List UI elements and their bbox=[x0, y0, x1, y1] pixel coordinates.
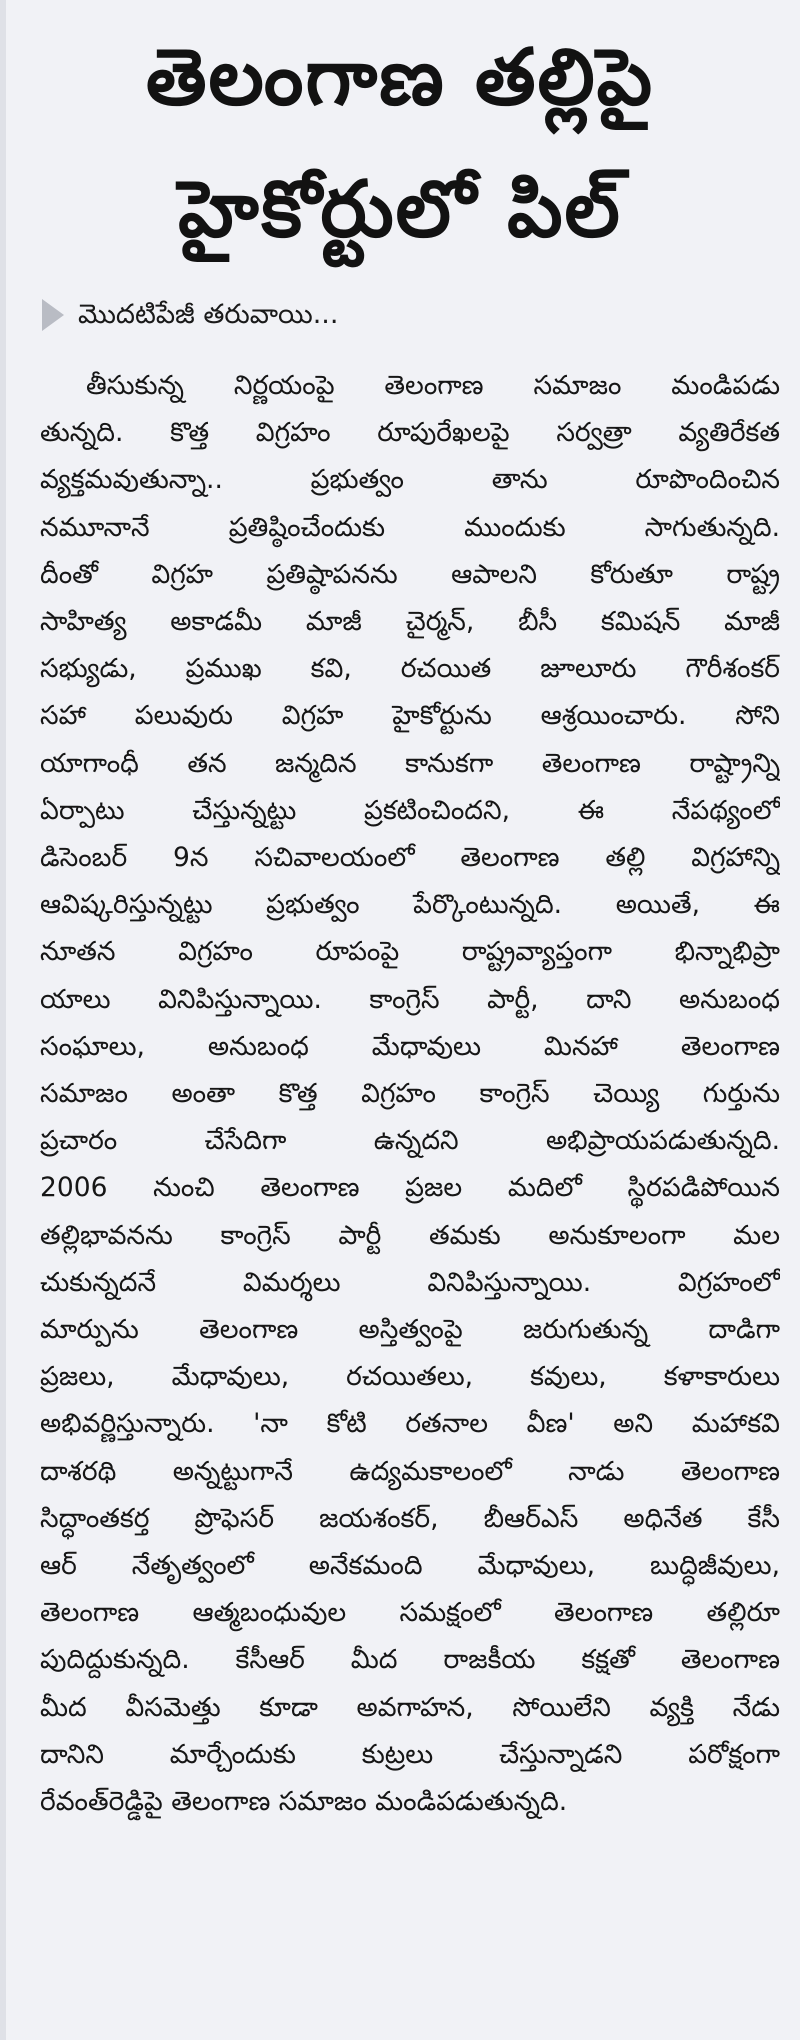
article-line: దీంతో విగ్రహ ప్రతిష్ఠాపనను ఆపాలని కోరుతూ రాష్ట్ర bbox=[40, 558, 780, 590]
article-line: తల్లిభావనను కాంగ్రెస్ పార్టీ తమకు అనుకూలంగా మల bbox=[40, 1219, 780, 1251]
article-line: దాశరథి అన్నట్టుగానే ఉద్యమకాలంలో నాడు తెలంగాణ bbox=[40, 1455, 780, 1487]
article-line: తీసుకున్న నిర్ణయంపై తెలంగాణ సమాజం మండిపడు bbox=[86, 370, 780, 401]
article-line: సంఘాలు, అనుబంధ మేధావులు మినహా తెలంగాణ bbox=[40, 1030, 780, 1062]
article-line: మార్పును తెలంగాణ అస్తిత్వంపై జరుగుతున్న దాడిగా bbox=[40, 1314, 780, 1346]
article-line: నమూనానే ప్రతిష్ఠించేందుకు ముందుకు సాగుతున్నది. bbox=[40, 511, 780, 543]
article-line: దానిని మార్చేందుకు కుట్రలు చేస్తున్నాడని పరోక్షంగా bbox=[40, 1738, 780, 1770]
article-line: యాగాంధీ తన జన్మదిన కానుకగా తెలంగాణ రాష్ట్రాన్ని bbox=[40, 747, 780, 779]
article-line: సాహిత్య అకాడమీ మాజీ చైర్మన్, బీసీ కమిషన్ మాజీ bbox=[40, 606, 780, 638]
article-line: తున్నది. కొత్త విగ్రహం రూపురేఖలపై సర్వత్రా వ్యతిరేకత bbox=[40, 417, 780, 449]
article-line: ఆర్ నేతృత్వంలో అనేకమంది మేధావులు, బుద్ధిజీవులు, bbox=[40, 1550, 780, 1582]
article-body bbox=[40, 362, 780, 1825]
article-line: వ్యక్తమవుతున్నా.. ప్రభుత్వం తాను రూపొందించిన bbox=[40, 464, 780, 496]
article-line: అభివర్ణిస్తున్నారు. 'నా కోటి రతనాల వీణ' అని మహాకవి bbox=[40, 1408, 780, 1440]
article-line: ఆవిష్కరిస్తున్నట్టు ప్రభుత్వం పేర్కొంటున్నది. అయితే, ఈ bbox=[40, 889, 780, 921]
headline-line-1: తెలంగాణ తల్లిపై bbox=[145, 33, 655, 123]
article-line: ప్రజలు, మేధావులు, రచయితలు, కవులు, కళాకారులు bbox=[40, 1361, 780, 1393]
article-line: మీద వీసమెత్తు కూడా అవగాహన, సోయిలేని వ్యక్తి నేడు bbox=[40, 1691, 780, 1723]
headline bbox=[30, 12, 770, 276]
article-line: యాలు వినిపిస్తున్నాయి. కాంగ్రెస్ పార్టీ, దాని అనుబంధ bbox=[40, 983, 780, 1015]
article-line: నూతన విగ్రహం రూపంపై రాష్ట్రవ్యాప్తంగా భిన్నాభిప్రా bbox=[40, 936, 780, 968]
article-line: సిద్ధాంతకర్త ప్రొఫెసర్ జయశంకర్, బీఆర్ఎస్ అధినేత కేసీ bbox=[40, 1502, 780, 1534]
continued-label: మొదటిపేజీ తరువాయి... bbox=[78, 299, 339, 330]
article-line: సహా పలువురు విగ్రహ హైకోర్టును ఆశ్రయించారు. సోని bbox=[40, 700, 780, 732]
article-line: ఏర్పాటు చేస్తున్నట్టు ప్రకటించిందని, ఈ నేపథ్యంలో bbox=[40, 794, 780, 826]
headline-line-2: హైకోర్టులో పిల్ bbox=[178, 165, 622, 255]
arrow-right-icon bbox=[42, 299, 64, 331]
article-line: 2006 నుంచి తెలంగాణ ప్రజల మదిలో స్థిరపడిపోయిన bbox=[40, 1172, 780, 1204]
article-line: తెలంగాణ ఆత్మబంధువుల సమక్షంలో తెలంగాణ తల్లిరూ bbox=[40, 1597, 780, 1629]
continued-from-front-page bbox=[42, 298, 338, 332]
article-line: రేవంత్‌రెడ్డిపై తెలంగాణ సమాజం మండిపడుతున్నది. bbox=[40, 1786, 568, 1818]
article-line: ప్రచారం చేసేదిగా ఉన్నదని అభిప్రాయపడుతున్నది. bbox=[40, 1125, 780, 1157]
article-line: సమాజం అంతా కొత్త విగ్రహం కాంగ్రెస్ చెయ్యి గుర్తును bbox=[40, 1078, 780, 1110]
article-line: పుదిద్దుకున్నది. కేసీఆర్ మీద రాజకీయ కక్షతో తెలంగాణ bbox=[40, 1644, 780, 1676]
article-line: డిసెంబర్ 9న సచివాలయంలో తెలంగాణ తల్లి విగ్రహాన్ని bbox=[40, 842, 780, 874]
article-line: చుకున్నదనే విమర్శలు వినిపిస్తున్నాయి. విగ్రహంలో bbox=[40, 1266, 780, 1298]
article-line: సభ్యుడు, ప్రముఖ కవి, రచయిత జూలూరు గౌరీశంకర్ bbox=[40, 653, 780, 685]
